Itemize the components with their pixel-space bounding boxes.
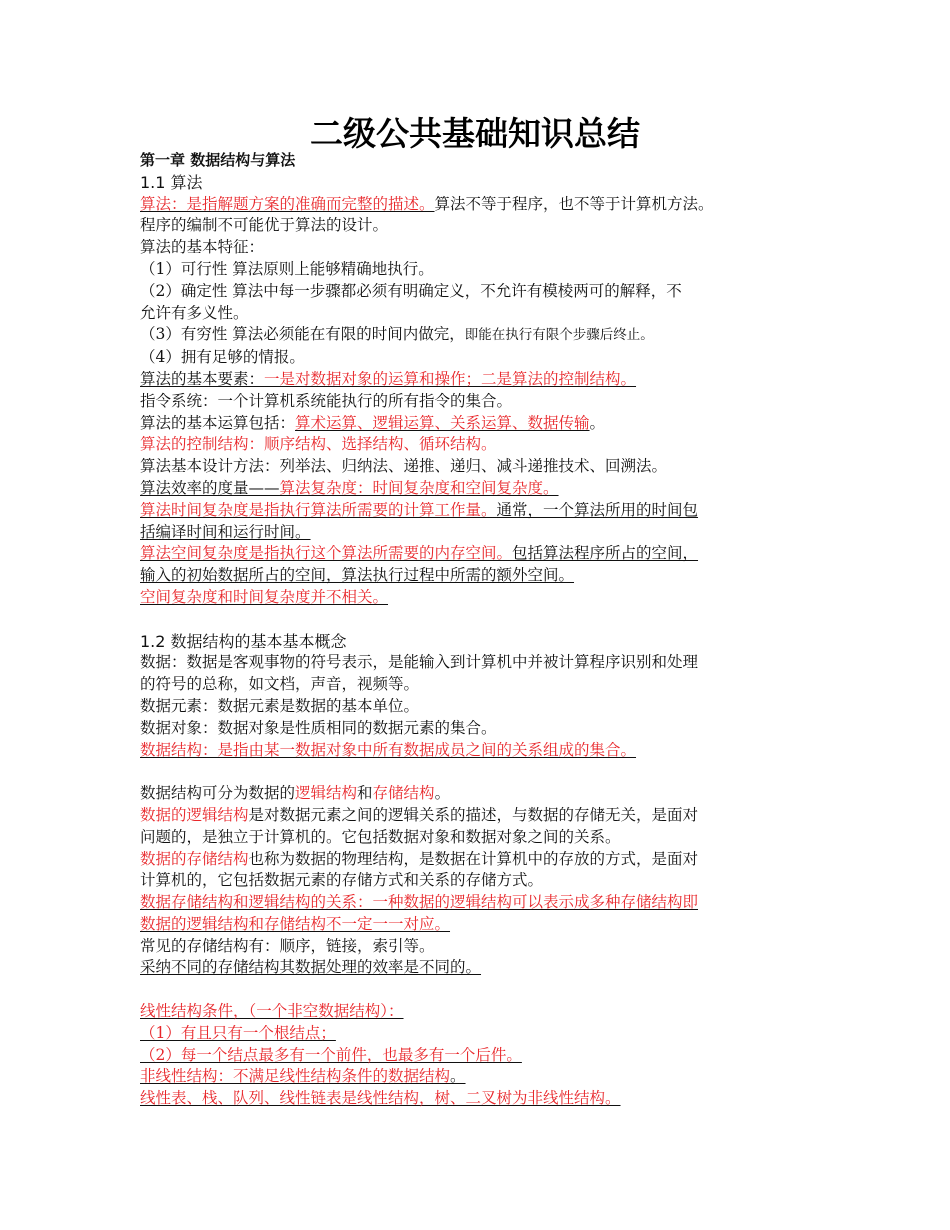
highlight-line: 数据结构：是指由某一数据对象中所有数据成员之间的关系组成的集合。	[140, 740, 637, 759]
underlined-text: 算法效率的度量——	[140, 478, 280, 497]
paragraph-line: 数据：数据是客观事物的符号表示，是能输入到计算机中并被计算程序识别和处理	[140, 653, 699, 672]
highlight-text: 算法时间复杂度是指执行算法所需要的计算工作量。	[140, 500, 497, 519]
paragraph-line: 计算机的，它包括数据元素的存储方式和关系的存储方式。	[140, 871, 544, 890]
paragraph-line	[140, 543, 820, 565]
paragraph-gap	[140, 979, 820, 1001]
section-heading-data-structure: 1.2 数据结构的基本基本概念	[140, 631, 347, 651]
paragraph-line	[140, 194, 820, 216]
paragraph-line: 程序的编制不可能优于算法的设计。	[140, 216, 389, 235]
plain-text: 是对数据元素之间的逻辑关系的描述，与数据的存储无关，是面对	[248, 805, 699, 824]
paragraph-line	[140, 805, 820, 827]
highlight-line: （1）有且只有一个根结点；	[140, 1023, 336, 1042]
highlight-line: 数据的逻辑结构和存储结构不一定一一对应。	[140, 914, 451, 933]
paragraph-line: 算法基本设计方法：列举法、归纳法、递推、递归、减斗递推技术、回溯法。	[140, 457, 668, 476]
plain-text: 。	[434, 784, 451, 803]
underlined-text: 通常，一个算法所用的时间包	[496, 500, 699, 519]
paragraph-line	[140, 500, 820, 522]
highlight-text: 算法：是指解题方案的准确而完整的描述。	[140, 194, 435, 213]
plain-text: 和	[357, 784, 373, 803]
paragraph-gap	[140, 609, 820, 631]
underlined-line: 采纳不同的存储结构其数据处理的效率是不同的。	[140, 958, 482, 977]
highlight-text: 算法空间复杂度是指执行这个算法所需要的内存空间。	[140, 544, 513, 563]
list-item	[140, 324, 820, 347]
paragraph-line	[140, 413, 820, 435]
highlight-text: 算术运算、逻辑运算、关系运算、数据传输	[295, 413, 590, 432]
paragraph-line	[140, 369, 820, 391]
document-title: 二级公共基础知识总结	[310, 114, 640, 153]
highlight-text: 存储结构	[372, 784, 435, 803]
highlight-line: 数据存储结构和逻辑结构的关系：一种数据的逻辑结构可以表示成多种存储结构即	[140, 893, 699, 912]
paragraph-line: 问题的，是独立于计算机的。它包括数据对象和数据对象之间的关系。	[140, 827, 621, 846]
highlight-text: 非线性结构：不满足线性结构条件的数据结构	[140, 1067, 451, 1086]
underlined-text: 包括算法程序所占的空间，	[512, 544, 699, 563]
underlined-text: 算法的基本要素：	[140, 369, 265, 388]
highlight-text: 数据的存储结构	[140, 849, 249, 868]
highlight-line: 线性表、栈、队列、线性链表是线性结构，树、二叉树为非线性结构。	[140, 1089, 621, 1108]
plain-text: 也称为数据的物理结构，是数据在计算机中的存放的方式，是面对	[248, 849, 699, 868]
highlight-text: 一是对数据对象的运算和操作；二是算法的控制结构。	[264, 369, 637, 388]
list-item: （1）可行性 算法原则上能够精确地执行。	[140, 259, 434, 278]
plain-text: 数据结构可分为数据的	[140, 784, 296, 803]
paragraph-line: 算法的基本特征：	[140, 238, 265, 257]
highlight-text: 数据的逻辑结构	[140, 805, 249, 824]
underlined-text: 。	[450, 1067, 466, 1086]
paragraph-line: 数据元素：数据元素是数据的基本单位。	[140, 696, 420, 715]
paragraph-gap	[140, 761, 820, 783]
section-heading-algorithm: 1.1 算法	[140, 172, 203, 192]
list-item: （2）确定性 算法中每一步骤都必须有明确定义，不允许有模棱两可的解释，不	[140, 281, 682, 300]
paragraph-line	[140, 478, 820, 500]
highlight-line: 空间复杂度和时间复杂度并不相关。	[140, 587, 389, 606]
plain-text: （3）有穷性 算法必须能在有限的时间内做完，	[140, 325, 465, 344]
paragraph-line: 指令系统：一个计算机系统能执行的所有指令的集合。	[140, 391, 513, 410]
highlight-line: （2）每一个结点最多有一个前件，也最多有一个后件。	[140, 1045, 522, 1064]
plain-text: 。	[589, 413, 606, 432]
highlight-line: 线性结构条件，（一个非空数据结构）：	[140, 1002, 404, 1021]
document-body	[140, 150, 820, 1110]
underlined-line: 括编译时间和运行时间。	[140, 522, 311, 541]
list-item: （4）拥有足够的情报。	[140, 348, 305, 367]
highlight-line: 算法的控制结构：顺序结构、选择结构、循环结构。	[140, 435, 497, 454]
paragraph-line	[140, 1066, 820, 1088]
underlined-line: 输入的初始数据所占的空间，算法执行过程中所需的额外空间。	[140, 566, 575, 585]
paragraph-line: 的符号的总称，如文档，声音，视频等。	[140, 675, 420, 694]
paragraph-line: 数据对象：数据对象是性质相同的数据元素的集合。	[140, 718, 497, 737]
chapter-heading: 第一章 数据结构与算法	[140, 151, 296, 169]
plain-text: 算法不等于程序，也不等于计算机方法。	[434, 194, 714, 213]
highlight-text: 逻辑结构	[295, 784, 358, 803]
small-text: 即能在执行有限个步骤后终止。	[464, 327, 654, 344]
paragraph-line	[140, 783, 820, 805]
paragraph-line	[140, 849, 820, 871]
paragraph-line: 常见的存储结构有：顺序，链接，索引等。	[140, 936, 435, 955]
plain-text: 算法的基本运算包括：	[140, 413, 296, 432]
list-item-continued: 允许有多义性。	[140, 303, 249, 322]
highlight-text: 算法复杂度：时间复杂度和空间复杂度。	[279, 478, 559, 497]
